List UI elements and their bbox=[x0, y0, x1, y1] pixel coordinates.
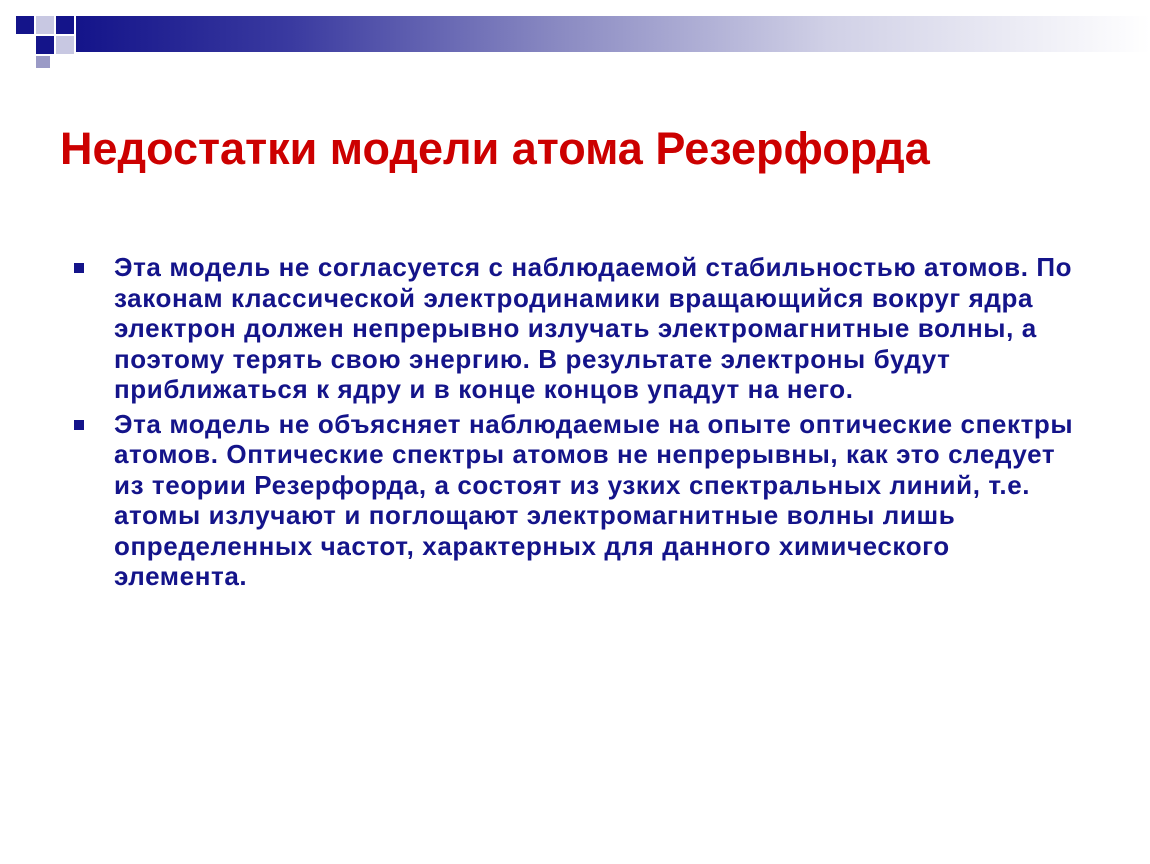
decor-square bbox=[36, 36, 54, 54]
decor-square bbox=[36, 16, 54, 34]
square-bullet-icon bbox=[74, 263, 84, 273]
header-gradient-bar bbox=[76, 16, 1150, 52]
slide-body bbox=[68, 252, 1078, 596]
decor-square bbox=[56, 36, 74, 54]
decor-square bbox=[36, 56, 50, 68]
decor-square bbox=[16, 16, 34, 34]
bullet-text: Эта модель не объясняет наблюдаемые на опыте оптические спектры атомов. Оптические спектры атомов не непрерывны, как это следует из теории Резерфорда, а состоят из узких спектральных линий, т.е. атомы излучают и поглощают электромагнитные волны лишь определенных частот, характерных для данного химического элемента. bbox=[114, 408, 1074, 591]
square-bullet-icon bbox=[74, 420, 84, 430]
bullet-item bbox=[68, 252, 1078, 405]
decor-square bbox=[56, 16, 74, 34]
slide-title: Недостатки модели атома Резерфорда bbox=[60, 123, 930, 174]
bullet-text: Эта модель не согласуется с наблюдаемой стабильностью атомов. По законам классической электродинамики вращающийся вокруг ядра электрон должен непрерывно излучать электромагнитные волны, а поэтому терять свою энергию. В результате электроны будут приближаться к ядру и в конце концов упадут на него. bbox=[114, 252, 1073, 404]
header-decoration bbox=[0, 0, 1150, 70]
bullet-item bbox=[68, 409, 1078, 592]
